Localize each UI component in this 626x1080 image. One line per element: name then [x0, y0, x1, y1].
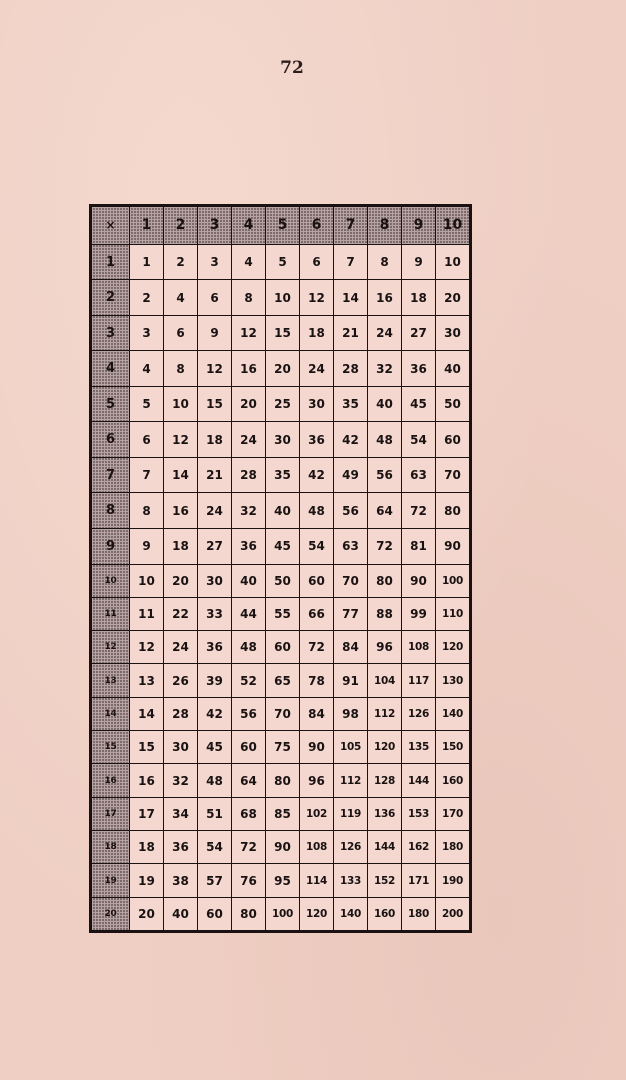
row-header: 8: [92, 493, 130, 529]
table-cell: 160: [368, 897, 402, 930]
table-cell: 24: [232, 422, 266, 458]
column-header: 5: [266, 207, 300, 245]
table-cell: 90: [266, 831, 300, 864]
table-cell: 12: [198, 351, 232, 387]
column-header: 6: [300, 207, 334, 245]
table-cell: 72: [232, 831, 266, 864]
table-cell: 32: [368, 351, 402, 387]
table-cell: 45: [402, 386, 436, 422]
table-cell: 3: [130, 315, 164, 351]
table-cell: 55: [266, 597, 300, 630]
table-cell: 32: [232, 493, 266, 529]
table-row: [92, 797, 470, 830]
table-cell: 140: [334, 897, 368, 930]
table-cell: 80: [368, 564, 402, 597]
table-row: [92, 564, 470, 597]
table-cell: 80: [266, 764, 300, 797]
table-cell: 5: [130, 386, 164, 422]
table-cell: 6: [198, 280, 232, 316]
row-header: 2: [92, 280, 130, 316]
table-cell: 12: [130, 631, 164, 664]
column-header: 9: [402, 207, 436, 245]
table-cell: 100: [266, 897, 300, 930]
table-cell: 48: [300, 493, 334, 529]
table-cell: 102: [300, 797, 334, 830]
table-row: [92, 422, 470, 458]
table-cell: 27: [402, 315, 436, 351]
table-cell: 64: [232, 764, 266, 797]
table-cell: 19: [130, 864, 164, 897]
table-cell: 84: [300, 697, 334, 730]
table-cell: 15: [266, 315, 300, 351]
table-cell: 27: [198, 529, 232, 565]
table-cell: 17: [130, 797, 164, 830]
table-cell: 128: [368, 764, 402, 797]
table-cell: 12: [300, 280, 334, 316]
table-cell: 45: [266, 529, 300, 565]
row-header: 4: [92, 351, 130, 387]
table-row: [92, 831, 470, 864]
row-header: 3: [92, 315, 130, 351]
table-row: [92, 697, 470, 730]
table-cell: 36: [300, 422, 334, 458]
column-header: 8: [368, 207, 402, 245]
table-row: [92, 244, 470, 280]
table-row: [92, 631, 470, 664]
table-cell: 120: [368, 731, 402, 764]
table-cell: 60: [266, 631, 300, 664]
table-corner-cell: ×: [92, 207, 130, 245]
table-cell: 3: [198, 244, 232, 280]
table-cell: 30: [266, 422, 300, 458]
row-header: 17: [92, 797, 130, 830]
table-cell: 40: [164, 897, 198, 930]
table-cell: 108: [402, 631, 436, 664]
table-cell: 160: [436, 764, 470, 797]
table-cell: 8: [130, 493, 164, 529]
table-cell: 28: [164, 697, 198, 730]
table-cell: 8: [164, 351, 198, 387]
table-cell: 14: [164, 457, 198, 493]
table-cell: 77: [334, 597, 368, 630]
table-cell: 126: [334, 831, 368, 864]
table-cell: 15: [130, 731, 164, 764]
table-cell: 20: [436, 280, 470, 316]
row-header: 14: [92, 697, 130, 730]
table-cell: 112: [368, 697, 402, 730]
table-cell: 42: [198, 697, 232, 730]
table-cell: 76: [232, 864, 266, 897]
table-cell: 104: [368, 664, 402, 697]
table-cell: 66: [300, 597, 334, 630]
table-cell: 136: [368, 797, 402, 830]
table-cell: 11: [130, 597, 164, 630]
table-cell: 84: [334, 631, 368, 664]
table-cell: 4: [164, 280, 198, 316]
table-cell: 117: [402, 664, 436, 697]
table-cell: 56: [368, 457, 402, 493]
table-cell: 110: [436, 597, 470, 630]
table-cell: 18: [300, 315, 334, 351]
table-cell: 22: [164, 597, 198, 630]
table-cell: 54: [198, 831, 232, 864]
table-cell: 34: [164, 797, 198, 830]
row-header: 9: [92, 529, 130, 565]
table-cell: 63: [334, 529, 368, 565]
table-cell: 36: [402, 351, 436, 387]
table-cell: 18: [402, 280, 436, 316]
row-header: 18: [92, 831, 130, 864]
table-cell: 171: [402, 864, 436, 897]
table-cell: 162: [402, 831, 436, 864]
row-header: 5: [92, 386, 130, 422]
table-cell: 12: [164, 422, 198, 458]
table-cell: 60: [198, 897, 232, 930]
table-cell: 36: [198, 631, 232, 664]
table-cell: 78: [300, 664, 334, 697]
table-cell: 140: [436, 697, 470, 730]
table-cell: 80: [232, 897, 266, 930]
table-cell: 2: [164, 244, 198, 280]
table-cell: 98: [334, 697, 368, 730]
table-cell: 96: [368, 631, 402, 664]
table-cell: 48: [368, 422, 402, 458]
table-cell: 70: [334, 564, 368, 597]
table-cell: 60: [436, 422, 470, 458]
table-row: [92, 897, 470, 930]
table-cell: 130: [436, 664, 470, 697]
table-cell: 153: [402, 797, 436, 830]
table-cell: 16: [164, 493, 198, 529]
row-header: 20: [92, 897, 130, 930]
table-row: [92, 864, 470, 897]
table-cell: 6: [164, 315, 198, 351]
table-cell: 180: [436, 831, 470, 864]
table-cell: 10: [266, 280, 300, 316]
column-header: 2: [164, 207, 198, 245]
row-header: 1: [92, 244, 130, 280]
table-cell: 40: [368, 386, 402, 422]
table-cell: 13: [130, 664, 164, 697]
table-cell: 32: [164, 764, 198, 797]
table-cell: 14: [130, 697, 164, 730]
row-header: 16: [92, 764, 130, 797]
table-cell: 56: [334, 493, 368, 529]
row-header: 11: [92, 597, 130, 630]
row-header: 19: [92, 864, 130, 897]
table-cell: 39: [198, 664, 232, 697]
table-cell: 152: [368, 864, 402, 897]
table-cell: 24: [164, 631, 198, 664]
row-header: 13: [92, 664, 130, 697]
table-cell: 135: [402, 731, 436, 764]
table-cell: 144: [402, 764, 436, 797]
table-cell: 33: [198, 597, 232, 630]
table-cell: 35: [266, 457, 300, 493]
multiplication-table-grid: [91, 206, 470, 931]
table-cell: 8: [368, 244, 402, 280]
table-cell: 45: [198, 731, 232, 764]
table-cell: 85: [266, 797, 300, 830]
table-cell: 119: [334, 797, 368, 830]
table-cell: 60: [232, 731, 266, 764]
table-cell: 16: [368, 280, 402, 316]
row-header: 15: [92, 731, 130, 764]
table-cell: 68: [232, 797, 266, 830]
table-cell: 24: [368, 315, 402, 351]
table-row: [92, 386, 470, 422]
table-cell: 57: [198, 864, 232, 897]
table-cell: 18: [130, 831, 164, 864]
table-cell: 90: [300, 731, 334, 764]
table-cell: 133: [334, 864, 368, 897]
table-cell: 10: [130, 564, 164, 597]
column-header: 1: [130, 207, 164, 245]
column-header: 3: [198, 207, 232, 245]
table-row: [92, 664, 470, 697]
table-cell: 30: [198, 564, 232, 597]
table-row: [92, 280, 470, 316]
table-cell: 108: [300, 831, 334, 864]
table-cell: 7: [130, 457, 164, 493]
table-cell: 50: [266, 564, 300, 597]
table-row: [92, 529, 470, 565]
table-cell: 51: [198, 797, 232, 830]
table-cell: 144: [368, 831, 402, 864]
table-cell: 114: [300, 864, 334, 897]
table-cell: 49: [334, 457, 368, 493]
table-cell: 63: [402, 457, 436, 493]
table-cell: 28: [334, 351, 368, 387]
table-cell: 180: [402, 897, 436, 930]
table-cell: 72: [368, 529, 402, 565]
table-cell: 54: [300, 529, 334, 565]
table-cell: 9: [198, 315, 232, 351]
table-cell: 44: [232, 597, 266, 630]
table-cell: 21: [334, 315, 368, 351]
table-cell: 75: [266, 731, 300, 764]
table-cell: 96: [300, 764, 334, 797]
table-cell: 35: [334, 386, 368, 422]
table-cell: 72: [300, 631, 334, 664]
table-row: [92, 315, 470, 351]
table-cell: 64: [368, 493, 402, 529]
table-cell: 90: [436, 529, 470, 565]
table-row: [92, 731, 470, 764]
table-cell: 12: [232, 315, 266, 351]
table-cell: 9: [402, 244, 436, 280]
table-cell: 36: [164, 831, 198, 864]
table-cell: 24: [300, 351, 334, 387]
table-cell: 14: [334, 280, 368, 316]
table-cell: 81: [402, 529, 436, 565]
table-cell: 30: [300, 386, 334, 422]
table-cell: 72: [402, 493, 436, 529]
page-number: 72: [280, 58, 304, 78]
row-header: 12: [92, 631, 130, 664]
table-cell: 15: [198, 386, 232, 422]
table-cell: 95: [266, 864, 300, 897]
table-cell: 7: [334, 244, 368, 280]
table-cell: 54: [402, 422, 436, 458]
table-cell: 52: [232, 664, 266, 697]
table-cell: 9: [130, 529, 164, 565]
column-header: 10: [436, 207, 470, 245]
table-cell: 90: [402, 564, 436, 597]
table-cell: 24: [198, 493, 232, 529]
table-cell: 112: [334, 764, 368, 797]
table-cell: 42: [334, 422, 368, 458]
table-cell: 18: [198, 422, 232, 458]
table-cell: 70: [436, 457, 470, 493]
table-cell: 18: [164, 529, 198, 565]
table-cell: 190: [436, 864, 470, 897]
table-cell: 126: [402, 697, 436, 730]
table-cell: 170: [436, 797, 470, 830]
table-cell: 200: [436, 897, 470, 930]
table-cell: 50: [436, 386, 470, 422]
table-cell: 48: [198, 764, 232, 797]
table-cell: 100: [436, 564, 470, 597]
table-row: [92, 597, 470, 630]
table-cell: 2: [130, 280, 164, 316]
table-cell: 38: [164, 864, 198, 897]
table-cell: 4: [130, 351, 164, 387]
table-cell: 42: [300, 457, 334, 493]
table-cell: 20: [232, 386, 266, 422]
table-cell: 36: [232, 529, 266, 565]
table-cell: 120: [436, 631, 470, 664]
table-cell: 30: [164, 731, 198, 764]
table-cell: 40: [266, 493, 300, 529]
table-cell: 6: [130, 422, 164, 458]
table-cell: 6: [300, 244, 334, 280]
column-header: 7: [334, 207, 368, 245]
table-cell: 1: [130, 244, 164, 280]
table-cell: 105: [334, 731, 368, 764]
table-row: [92, 493, 470, 529]
row-header: 6: [92, 422, 130, 458]
table-cell: 56: [232, 697, 266, 730]
table-cell: 10: [436, 244, 470, 280]
table-cell: 91: [334, 664, 368, 697]
table-cell: 26: [164, 664, 198, 697]
table-cell: 40: [232, 564, 266, 597]
row-header: 7: [92, 457, 130, 493]
table-cell: 30: [436, 315, 470, 351]
table-cell: 5: [266, 244, 300, 280]
table-cell: 28: [232, 457, 266, 493]
table-cell: 20: [266, 351, 300, 387]
table-cell: 21: [198, 457, 232, 493]
row-header: 10: [92, 564, 130, 597]
table-cell: 20: [164, 564, 198, 597]
table-row: [92, 351, 470, 387]
table-cell: 48: [232, 631, 266, 664]
table-row: [92, 457, 470, 493]
table-cell: 80: [436, 493, 470, 529]
table-cell: 70: [266, 697, 300, 730]
table-cell: 150: [436, 731, 470, 764]
table-cell: 88: [368, 597, 402, 630]
multiplication-table: [89, 204, 472, 933]
table-cell: 65: [266, 664, 300, 697]
table-row: [92, 764, 470, 797]
table-cell: 25: [266, 386, 300, 422]
table-cell: 8: [232, 280, 266, 316]
table-cell: 60: [300, 564, 334, 597]
table-cell: 16: [130, 764, 164, 797]
table-header-row: [92, 207, 470, 245]
table-cell: 16: [232, 351, 266, 387]
table-cell: 40: [436, 351, 470, 387]
table-cell: 120: [300, 897, 334, 930]
column-header: 4: [232, 207, 266, 245]
table-cell: 10: [164, 386, 198, 422]
table-cell: 99: [402, 597, 436, 630]
table-cell: 4: [232, 244, 266, 280]
table-cell: 20: [130, 897, 164, 930]
